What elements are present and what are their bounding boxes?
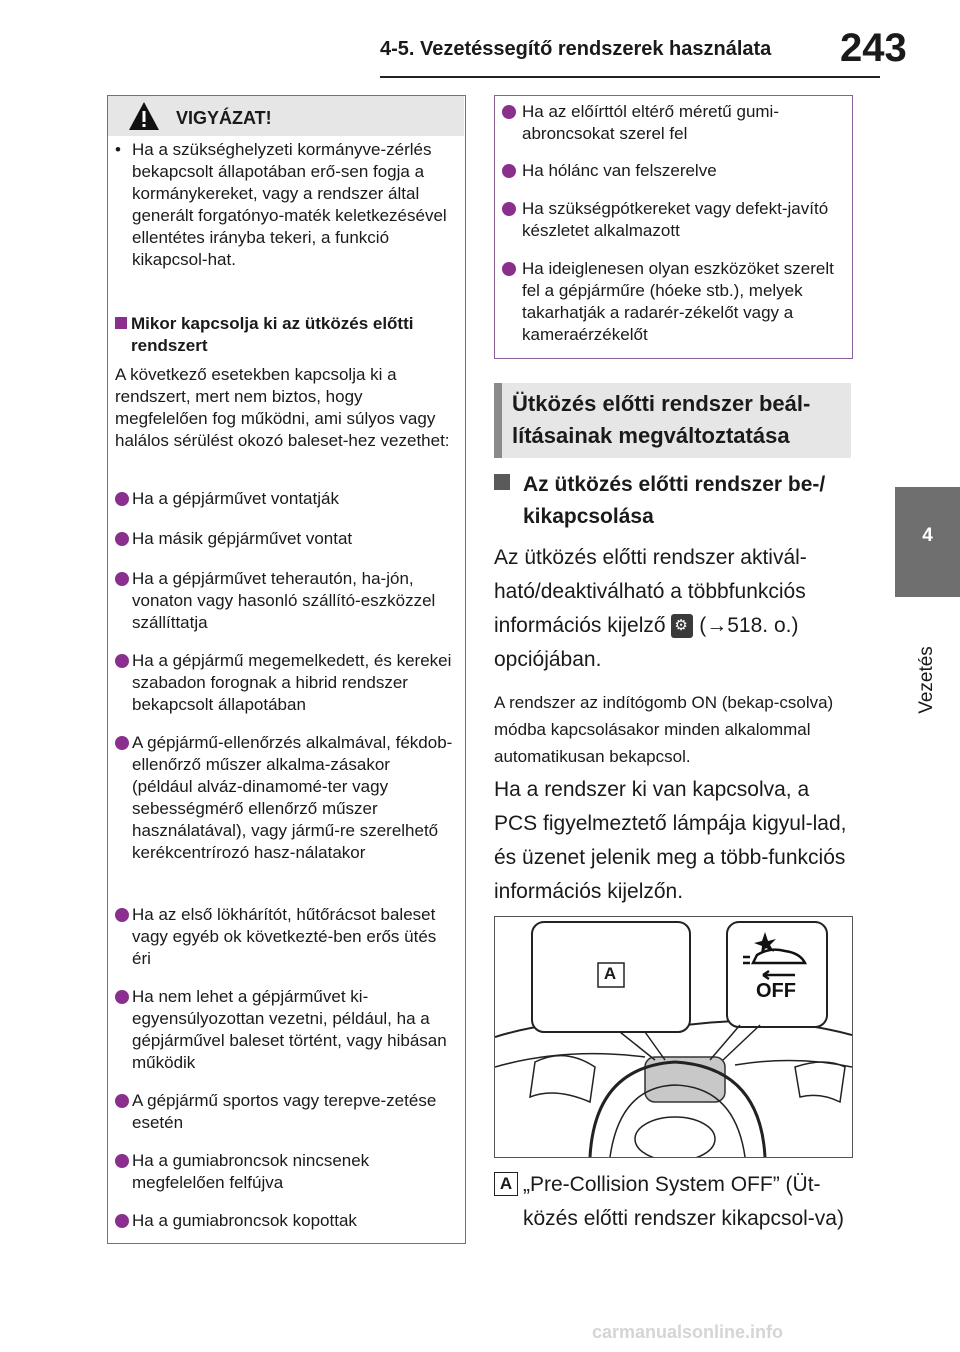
warning-intro: A következő esetekben kapcsolja ki a rendszert, mert nem biztos, hogy megfelelően fog működni, ami súlyos vagy halálos sérülést okozó baleset-hez vezethet: — [115, 365, 450, 450]
bullet-mark: • — [115, 140, 121, 159]
caption-text: „Pre-Collision System OFF” (Üt-közés előtti rendszer kikapcsol-va) — [523, 1173, 844, 1230]
dashboard-illustration — [494, 916, 853, 1158]
warning-list-item: Ha a gépjármű megemelkedett, és kerekei szabadon forognak a hibrid rendszer bekapcsolt állapotában — [115, 650, 455, 716]
callout-label: A — [603, 964, 617, 983]
warning-list-item: Ha a gépjárművet teherautón, ha-jón, vonaton vagy hasonló szállító-eszközzel szállíttatja — [115, 568, 455, 634]
body-paragraph-2: A rendszer az indítógomb ON (bekap-csolva) módba kapcsolásakor minden alkalommal automatikusan bekapcsol. — [494, 693, 834, 766]
warning-title: VIGYÁZAT! — [176, 108, 272, 128]
page-number: 243 — [840, 26, 907, 70]
body-paragraph-1: Az ütközés előtti rendszer aktivál-ható/deaktiválható a többfunkciós információs kijelző ⚙ (→518. o.) opciójában. — [494, 541, 854, 677]
right-list-item: Ha szükségpótkereket vagy defekt-javító készletet alkalmazott — [502, 198, 842, 242]
subsection-marker — [494, 474, 510, 490]
warning-bullet-text: Ha a szükséghelyzeti kormányve-zérlés bekapcsolt állapotában erő-sen fogja a kormánykereket, vagy a rendszer által generált forgatónyo-maték keletkezésével ellentétes irányba tekeri, a funkció kikapcsol-hat. — [132, 140, 447, 269]
footer-watermark: carmanualsonline.info — [592, 1322, 784, 1342]
caption-label: A — [494, 1172, 518, 1196]
warning-list-item: Ha a gumiabroncsok kopottak — [115, 1210, 455, 1232]
settings-gear-icon — [671, 614, 693, 638]
chapter-number: 4 — [922, 525, 933, 546]
subheading-marker — [115, 317, 127, 329]
warning-bullet — [115, 139, 453, 271]
pcs-off-indicator-text: OFF — [756, 980, 796, 1002]
warning-list-item: Ha a gumiabroncsok nincsenek megfelelően felfújva — [115, 1150, 455, 1194]
warning-list-item: A gépjármű sportos vagy terepve-zetése esetén — [115, 1090, 455, 1134]
warning-list-item: Ha az első lökhárítót, hűtőrácsot baleset vagy egyéb ok következté-ben erős ütés éri — [115, 904, 455, 970]
warning-list-item: A gépjármű-ellenőrzés alkalmával, fékdob-ellenőrző műszer alkalma-zásakor (például alváz-dinamomé-ter vagy sebességmérő ellenőrző műszer használatával), vagy jármű-re szerelhető kerékcentrírozó hasz-nálatakor — [115, 732, 455, 864]
section-title: 4-5. Vezetéssegítő rendszerek használata — [380, 38, 772, 60]
body-paragraph-3: Ha a rendszer ki van kapcsolva, a PCS figyelmeztető lámpája kigyul-lad, és üzenet jelenik meg a több-funkciós információs kijelzőn. — [494, 778, 847, 903]
right-list-item: Ha az előírttól eltérő méretű gumi-abroncsokat szerel fel — [502, 101, 842, 145]
header-rule — [380, 76, 880, 78]
warning-list-item: Ha másik gépjárművet vontat — [115, 528, 455, 550]
warning-subheading: Mikor kapcsolja ki az ütközés előtti rendszert — [131, 314, 414, 355]
warning-header — [108, 96, 464, 136]
chapter-label — [897, 646, 957, 714]
warning-list-item: Ha a gépjárművet vontatják — [115, 488, 455, 510]
warning-triangle-icon — [127, 100, 161, 132]
subsection-title: Az ütközés előtti rendszer be-/ kikapcsolása — [523, 473, 826, 528]
section-heading-bar — [494, 383, 502, 458]
right-list-item: Ha ideiglenesen olyan eszközöket szerelt fel a gépjárműre (hóeke stb.), melyek takarhatják a radarér-zékelőt vagy a kameraérzékelőt — [502, 258, 842, 346]
chapter-label-text: Vezetés — [916, 646, 937, 714]
right-list-item: Ha hólánc van felszerelve — [502, 160, 842, 182]
section-heading: Ütközés előtti rendszer beál-lításainak megváltoztatása — [512, 391, 811, 448]
warning-list-item: Ha nem lehet a gépjárművet ki-egyensúlyozottan vezetni, például, ha a gépjárművel baleset történt, vagy hibásan működik — [115, 986, 455, 1074]
